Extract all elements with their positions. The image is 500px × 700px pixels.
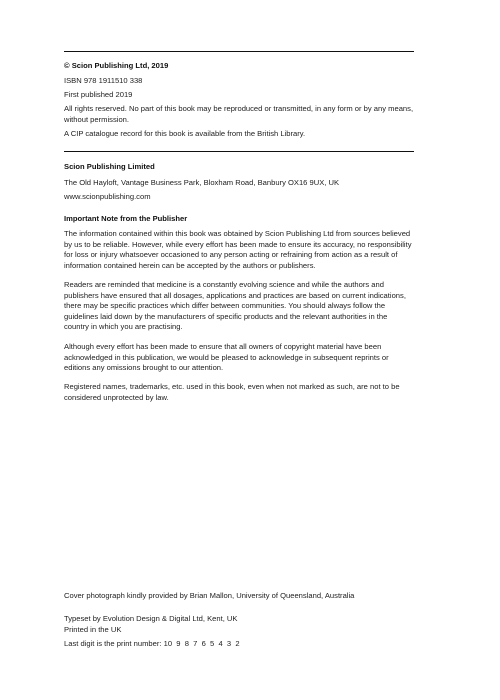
middle-rule: [64, 151, 414, 152]
note-paragraph-1: The information contained within this book was obtained by Scion Publishing Ltd from sources believed by us to be reliable. However, while every effort has been made to ensure its accuracy, no responsibility for loss or injury whatsoever occasioned to any person acting or refraining from action as a result of information contained herein can be accepted by the authors or publishers.: [64, 229, 412, 270]
publisher-website: www.scionpublishing.com: [64, 192, 151, 201]
copyright-page: [64, 0, 414, 700]
print-number-line: Last digit is the print number: 10 9 8 7 6 5 4 3 2: [64, 639, 240, 648]
publisher-name: Scion Publishing Limited: [64, 162, 155, 171]
typeset-credit: Typeset by Evolution Design & Digital Ltd, Kent, UK: [64, 614, 238, 623]
note-paragraph-4: Registered names, trademarks, etc. used in this book, even when not marked as such, are not to be considered unprotected by law.: [64, 382, 400, 402]
publisher-address: The Old Hayloft, Vantage Business Park, Bloxham Road, Banbury OX16 9UX, UK: [64, 178, 340, 187]
first-published: First published 2019: [64, 90, 133, 99]
rights-statement: All rights reserved. No part of this book may be reproduced or transmitted, in any form or by any means, without permission.: [64, 104, 414, 124]
note-heading: Important Note from the Publisher: [64, 214, 188, 223]
printed-in: Printed in the UK: [64, 625, 122, 634]
note-paragraph-2: Readers are reminded that medicine is a constantly evolving science and while the authors and publishers have ensured that all dosages, applications and practices are based on current indications, there may be specific practices which differ between communities. You should always follow the guidelines laid down by the manufacturers of specific products and the relevant authorities in the country in which you are practising.: [64, 280, 406, 331]
cover-credit: Cover photograph kindly provided by Brian Mallon, University of Queensland, Australia: [64, 591, 355, 600]
note-paragraph-3: Although every effort has been made to ensure that all owners of copyright material have been acknowledged in this publication, we would be pleased to acknowledge in subsequent reprints or editions any omissions brought to our attention.: [64, 342, 389, 372]
copyright-line: © Scion Publishing Ltd, 2019: [64, 61, 169, 70]
isbn: ISBN 978 1911510 338: [64, 76, 143, 85]
cip-statement: A CIP catalogue record for this book is available from the British Library.: [64, 129, 306, 138]
top-rule: [64, 51, 414, 52]
